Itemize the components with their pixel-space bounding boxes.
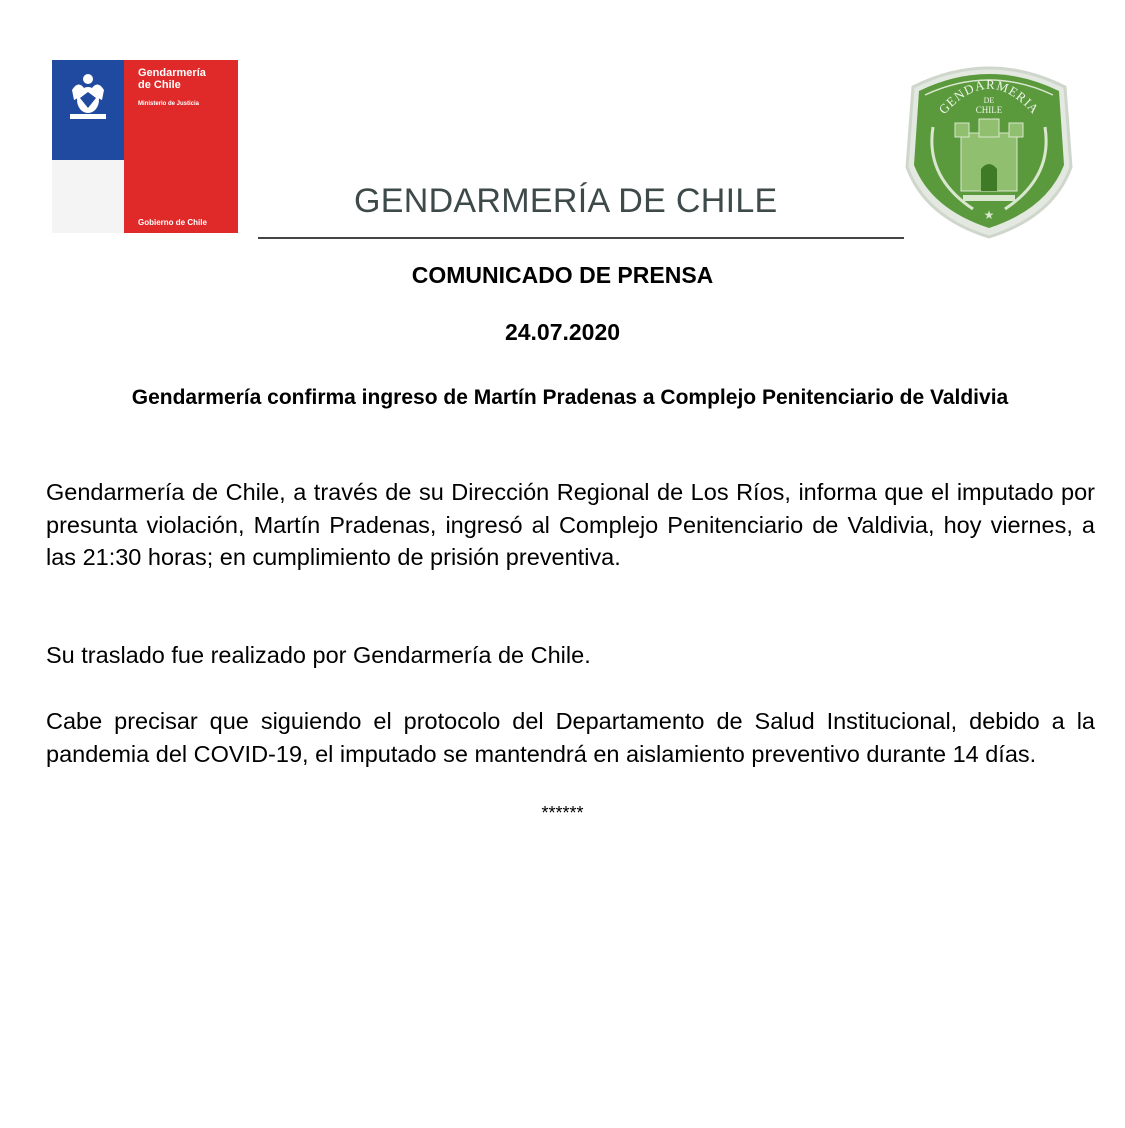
body-paragraph-3: Cabe precisar que siguiendo el protocolo del Departamento de Salud Institucional, debido a la pandemia del COVID-19, el imputado se mantendrá en aislamiento preventivo durante 14 días. — [46, 708, 1095, 767]
coat-of-arms-icon — [58, 70, 118, 125]
document-subtitle: Gendarmería confirma ingreso de Martín Pradenas a Complejo Penitenciario de Valdivia — [131, 386, 1009, 409]
header-title: GENDARMERÍA DE CHILE — [354, 182, 778, 220]
header-divider — [258, 237, 904, 239]
logo-footer: Gobierno de Chile — [138, 218, 207, 227]
gobierno-logo — [52, 60, 238, 233]
badge-mid-text: DE — [983, 96, 995, 105]
logo-blue-field — [52, 60, 124, 160]
badge-bottom-text: CHILE — [975, 105, 1003, 115]
svg-text:★: ★ — [983, 208, 995, 222]
document-date: 24.07.2020 — [504, 319, 621, 345]
logo-org-name: Gendarmería de Chile — [138, 67, 206, 91]
badge-arc-text: GENDARMERIA — [935, 76, 1043, 117]
gendarmeria-badge-icon — [903, 57, 1075, 239]
body-paragraph-1: Gendarmería de Chile, a través de su Dirección Regional de Los Ríos, informa que el imputado por presunta violación, Martín Pradenas, ingresó al Complejo Penitenciario de Valdivia, hoy viernes, a las 21:30 horas; en cumplimiento de prisión preventiva. — [46, 479, 1095, 570]
end-mark: ****** — [541, 803, 584, 823]
document-title: COMUNICADO DE PRENSA — [411, 262, 714, 288]
logo-white-field — [52, 160, 124, 233]
body-paragraph-2: Su traslado fue realizado por Gendarmería de Chile. — [46, 642, 591, 668]
logo-ministry: Ministerio de Justicia — [138, 101, 200, 107]
